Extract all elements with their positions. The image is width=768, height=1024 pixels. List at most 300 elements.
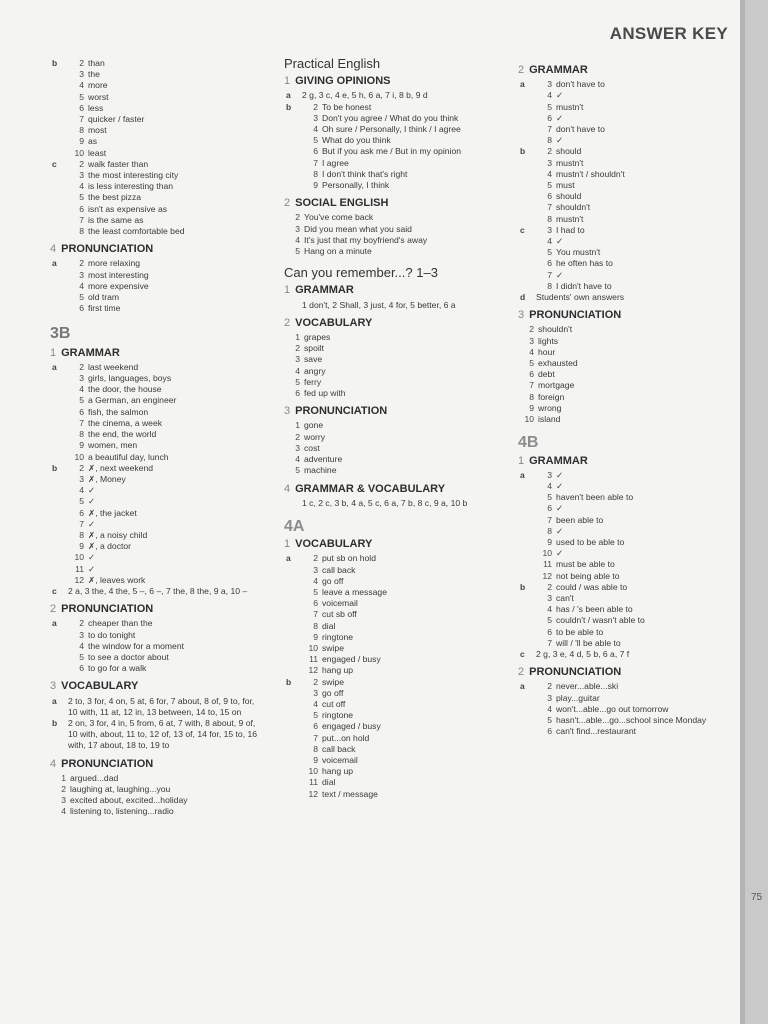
answer-number: 7	[547, 124, 552, 135]
answer-text: never...able...ski	[556, 681, 619, 692]
answer-row	[68, 395, 262, 406]
answer-number: 2	[79, 258, 84, 269]
answer-text: foreign	[538, 391, 565, 402]
group-body	[68, 58, 262, 159]
group-body	[536, 582, 728, 649]
answer-row	[536, 571, 728, 582]
group-letter: b	[286, 676, 292, 687]
answer-number: 8	[529, 391, 534, 402]
answer-number: 6	[79, 406, 84, 417]
answer-number: 4	[547, 90, 552, 101]
answer-row	[536, 202, 728, 213]
answer-number: 2	[547, 581, 552, 592]
answer-text: to see a doctor about	[88, 651, 169, 662]
answer-number: 11	[543, 559, 552, 570]
answer-text: I had to	[556, 224, 585, 235]
answer-text: cheaper than the	[88, 618, 153, 629]
group-body	[536, 649, 728, 660]
answer-text: grapes	[304, 332, 331, 343]
answer-row	[302, 677, 504, 688]
answer-text: ✗, a doctor	[88, 541, 132, 552]
answer-row	[536, 270, 728, 281]
answer-text: the end, the world	[88, 429, 157, 440]
answer-text: I didn't have to	[556, 280, 612, 291]
answer-text: won't...able...go out tomorrow	[556, 703, 669, 714]
answer-row	[68, 215, 262, 226]
answer-row	[68, 440, 262, 451]
exercise-title: GRAMMAR	[61, 346, 120, 359]
answer-row	[302, 609, 504, 620]
answer-text: most interesting	[88, 269, 149, 280]
exercise-number: 2	[50, 603, 57, 616]
exercise-number: 2	[518, 64, 525, 76]
answer-number: 6	[79, 102, 84, 113]
answer-group	[284, 677, 504, 800]
answer-row	[536, 102, 728, 113]
answer-row	[302, 744, 504, 755]
group-letter: a	[52, 695, 57, 706]
answer-row	[536, 537, 728, 548]
answer-number: 5	[313, 135, 318, 146]
answer-row	[68, 452, 262, 463]
answer-number: 7	[313, 732, 318, 743]
exercise-number: 4	[50, 757, 57, 770]
answer-number: 3	[79, 373, 84, 384]
answer-number: 3	[547, 157, 552, 168]
answer-number: 5	[547, 101, 552, 112]
answer-text: ✓	[88, 563, 96, 574]
answer-text: most	[88, 125, 107, 136]
answer-row	[302, 124, 504, 135]
answer-row	[50, 773, 262, 784]
answer-number: 3	[79, 269, 84, 280]
answer-text: will / 'll be able to	[556, 637, 621, 648]
answer-row	[302, 755, 504, 766]
answer-number: 10	[74, 147, 84, 158]
answer-number: 9	[79, 440, 84, 451]
group-letter: a	[286, 90, 291, 101]
page-header: ANSWER KEY	[609, 24, 728, 43]
answer-group	[518, 292, 728, 303]
answer-column-2	[284, 58, 504, 800]
exercise-heading	[50, 244, 262, 255]
answer-number: 12	[308, 665, 318, 676]
answer-number: 9	[313, 631, 318, 642]
answer-text: shouldn't	[538, 324, 573, 335]
answer-number: 5	[295, 376, 300, 387]
group-letter: c	[520, 224, 525, 235]
answer-text: ✓	[556, 236, 564, 247]
answer-column-1	[50, 58, 262, 818]
answer-group	[284, 102, 504, 192]
answer-text: ✓	[556, 503, 564, 514]
answer-row	[302, 553, 504, 564]
answer-row	[284, 377, 504, 388]
answer-row	[68, 69, 262, 80]
answer-number: 12	[308, 788, 318, 799]
answer-number: 2	[529, 324, 534, 335]
answer-text: last weekend	[88, 361, 139, 372]
answer-text: text / message	[322, 788, 378, 799]
answer-text: mustn't	[556, 101, 584, 112]
answer-number: 12	[74, 574, 84, 585]
answer-number: 6	[547, 626, 552, 637]
answer-number: 1	[295, 332, 300, 343]
answer-text: can't find...restaurant	[556, 726, 636, 737]
answer-row	[284, 212, 504, 223]
answer-row	[302, 135, 504, 146]
answer-number: 5	[547, 615, 552, 626]
answer-text: island	[538, 414, 561, 425]
answer-number: 2	[547, 681, 552, 692]
answer-number: 6	[547, 503, 552, 514]
answer-text: engaged / busy	[322, 654, 381, 665]
answer-number: 9	[313, 754, 318, 765]
exercise-heading	[284, 406, 504, 417]
answer-row	[302, 102, 504, 113]
answer-number: 2	[295, 431, 300, 442]
answer-row	[284, 332, 504, 343]
answer-row	[284, 366, 504, 377]
answer-row	[50, 795, 262, 806]
answer-row	[68, 270, 262, 281]
answer-row	[536, 258, 728, 269]
answer-row	[68, 362, 262, 373]
answer-row	[284, 235, 504, 246]
answer-row	[518, 347, 728, 358]
answer-number: 2	[79, 462, 84, 473]
group-letter: c	[52, 585, 57, 596]
answer-row	[68, 641, 262, 652]
answer-row	[68, 92, 262, 103]
answer-row	[68, 630, 262, 641]
answer-row	[536, 79, 728, 90]
answer-paragraph: 2 g, 3 e, 4 d, 5 b, 6 a, 7 f	[536, 648, 630, 659]
answer-text: ✓	[556, 269, 564, 280]
answer-text: put...on hold	[322, 732, 370, 743]
answer-row	[518, 414, 728, 425]
answer-text: gone	[304, 420, 324, 431]
answer-number: 7	[79, 518, 84, 529]
answer-row	[302, 789, 504, 800]
answer-row	[68, 303, 262, 314]
answer-column-3	[518, 58, 728, 737]
answer-text: adventure	[304, 454, 343, 465]
answer-group	[518, 146, 728, 224]
answer-text: fed up with	[304, 388, 346, 399]
answer-text: least	[88, 147, 107, 158]
answer-row	[536, 158, 728, 169]
exercise-title: PRONUNCIATION	[61, 243, 154, 256]
answer-text: ✓	[88, 552, 96, 563]
answer-row	[68, 384, 262, 395]
answer-text: cut off	[322, 698, 346, 709]
answer-number: 6	[313, 721, 318, 732]
exercise-number: 3	[50, 680, 57, 693]
answer-row	[536, 715, 728, 726]
answer-row	[68, 552, 262, 563]
exercise-title: GRAMMAR	[295, 284, 354, 297]
answer-row	[536, 681, 728, 692]
answer-text: ✗, the jacket	[88, 507, 137, 518]
answer-number: 4	[79, 640, 84, 651]
answer-text: leave a message	[322, 586, 387, 597]
answer-number: 7	[547, 269, 552, 280]
answer-row	[536, 515, 728, 526]
answer-row	[68, 125, 262, 136]
answer-number: 4	[529, 346, 534, 357]
answer-number: 5	[313, 710, 318, 721]
answer-text: angry	[304, 365, 326, 376]
group-letter: a	[520, 79, 525, 90]
answer-number: 8	[547, 135, 552, 146]
answer-group	[50, 696, 262, 718]
answer-text: been able to	[556, 514, 604, 525]
answer-text: as	[88, 136, 98, 147]
answer-row	[68, 204, 262, 215]
answer-text: mortgage	[538, 380, 575, 391]
answer-number: 7	[79, 214, 84, 225]
group-body	[536, 681, 728, 737]
group-letter: b	[52, 717, 58, 728]
answer-text: save	[304, 354, 323, 365]
answer-group	[518, 225, 728, 292]
answer-text: the most interesting city	[88, 170, 179, 181]
answer-text: But if you ask me / But in my opinion	[322, 146, 461, 157]
answer-group	[284, 90, 504, 101]
answer-text: I don't think that's right	[322, 168, 408, 179]
exercise-number: 4	[50, 243, 57, 256]
exercise-heading	[284, 76, 504, 87]
answer-number: 8	[79, 226, 84, 237]
exercise-number: 1	[284, 538, 291, 551]
answer-text: more relaxing	[88, 258, 141, 269]
answer-group	[518, 79, 728, 146]
answer-row	[536, 627, 728, 638]
answer-row	[302, 576, 504, 587]
group-body	[536, 292, 728, 303]
exercise-heading	[284, 318, 504, 329]
answer-group	[50, 718, 262, 752]
answer-paragraph: 2 on, 3 for, 4 in, 5 from, 6 at, 7 with, 8 about, 9 of, 10 with, about, 11 to, 12 of, 13 of, 14 for, 15 to, 16 with, 17 about, 18 to, 19 to	[68, 717, 258, 751]
section-title: Can you remember...? 1–3	[284, 265, 438, 281]
answer-text: It's just that my boyfriend's away	[304, 234, 428, 245]
answer-row	[518, 369, 728, 380]
answer-number: 10	[74, 451, 84, 462]
answer-paragraph: 2 to, 3 for, 4 on, 5 at, 6 for, 7 about, 8 of, 9 to, for, 10 with, 11 at, 12 in, 13 between, 14 to, 15 on	[68, 695, 255, 717]
exercise-heading	[50, 759, 262, 770]
answer-text: laughing at, laughing...you	[70, 783, 171, 794]
answer-number: 10	[74, 552, 84, 563]
answer-number: 11	[309, 777, 318, 788]
answer-number: 4	[295, 234, 300, 245]
answer-text: ✓	[88, 518, 96, 529]
answer-row	[536, 615, 728, 626]
answer-row	[302, 766, 504, 777]
answer-number: 2	[295, 343, 300, 354]
exercise-title: PRONUNCIATION	[529, 309, 622, 322]
answer-number: 3	[529, 335, 534, 346]
answer-number: 4	[547, 480, 552, 491]
answer-text: a beautiful day, lunch	[88, 451, 169, 462]
answer-text: than	[88, 58, 105, 68]
answer-number: 2	[79, 361, 84, 372]
answer-text: ✓	[556, 90, 564, 101]
answer-text: go off	[322, 575, 344, 586]
answer-row	[536, 191, 728, 202]
answer-row	[68, 80, 262, 91]
answer-text: ✓	[88, 485, 96, 496]
answer-text: to do tonight	[88, 629, 136, 640]
answer-number: 7	[547, 514, 552, 525]
answer-number: 6	[313, 146, 318, 157]
answer-text: not being able to	[556, 570, 620, 581]
answer-number: 5	[79, 496, 84, 507]
group-body	[68, 159, 262, 237]
answer-number: 2	[547, 146, 552, 157]
answer-text: Did you mean what you said	[304, 223, 412, 234]
answer-paragraph: 1 c, 2 c, 3 b, 4 a, 5 c, 6 a, 7 b, 8 c, 9 a, 10 b	[302, 497, 468, 508]
group-body	[68, 718, 262, 752]
answer-text: cost	[304, 442, 320, 453]
answer-row	[302, 146, 504, 157]
answer-number: 3	[313, 687, 318, 698]
answer-number: 6	[79, 203, 84, 214]
answer-row	[284, 354, 504, 365]
exercise-title: PRONUNCIATION	[61, 603, 154, 616]
answer-row	[536, 492, 728, 503]
answer-number: 6	[547, 726, 552, 737]
group-body	[536, 225, 728, 292]
answer-row	[536, 90, 728, 101]
answer-number: 7	[547, 637, 552, 648]
answer-number: 5	[547, 247, 552, 258]
answer-number: 5	[79, 395, 84, 406]
exercise-number: 2	[284, 197, 291, 210]
answer-number: 5	[79, 651, 84, 662]
answer-number: 3	[547, 592, 552, 603]
group-letter: a	[286, 553, 291, 564]
answer-number: 5	[313, 586, 318, 597]
answer-number: 1	[295, 420, 300, 431]
answer-number: 4	[79, 181, 84, 192]
answer-text: don't have to	[556, 124, 605, 135]
answer-text: old tram	[88, 292, 120, 303]
answer-text: could / was able to	[556, 581, 628, 592]
answer-number: 3	[313, 112, 318, 123]
group-letter: a	[520, 469, 525, 480]
answer-number: 5	[79, 292, 84, 303]
answer-row	[284, 224, 504, 235]
exercise-heading	[50, 348, 262, 359]
answer-text: first time	[88, 303, 121, 314]
answer-number: 5	[547, 714, 552, 725]
answer-text: less	[88, 102, 104, 113]
answer-text: used to be able to	[556, 536, 625, 547]
answer-number: 4	[79, 384, 84, 395]
answer-number: 6	[313, 598, 318, 609]
answer-number: 7	[529, 380, 534, 391]
answer-text: mustn't	[556, 157, 584, 168]
exercise-heading	[284, 198, 504, 209]
answer-text: shouldn't	[556, 202, 591, 213]
exercise-heading	[284, 539, 504, 550]
answer-row	[518, 336, 728, 347]
answer-number: 8	[547, 280, 552, 291]
answer-number: 1	[61, 772, 66, 783]
answer-text: You've come back	[304, 212, 374, 223]
answer-row	[536, 604, 728, 615]
answer-number: 2	[79, 58, 84, 68]
answer-number: 6	[295, 388, 300, 399]
answer-number: 4	[79, 80, 84, 91]
answer-row	[536, 236, 728, 247]
group-letter: c	[520, 648, 525, 659]
answer-row	[302, 733, 504, 744]
answer-text: ✓	[556, 480, 564, 491]
answer-text: has / 's been able to	[556, 604, 633, 615]
answer-text: ✗, leaves work	[88, 574, 146, 585]
answer-number: 6	[79, 303, 84, 314]
exercise-title: VOCABULARY	[295, 538, 373, 551]
page-number: 75	[751, 892, 763, 903]
answer-row	[284, 432, 504, 443]
exercise-title: GRAMMAR & VOCABULARY	[295, 482, 446, 495]
answer-row	[68, 575, 262, 586]
answer-text: debt	[538, 369, 555, 380]
group-letter: a	[52, 618, 57, 629]
answer-row	[536, 113, 728, 124]
answer-text: mustn't	[556, 213, 584, 224]
answer-text: a German, an engineer	[88, 395, 177, 406]
exercise-title: PRONUNCIATION	[61, 757, 154, 770]
answer-row	[284, 465, 504, 476]
answer-text: ✓	[556, 469, 564, 480]
answer-text: is the same as	[88, 214, 144, 225]
answer-text: You mustn't	[556, 247, 601, 258]
answer-row	[536, 582, 728, 593]
answer-text: ✗, a noisy child	[88, 529, 148, 540]
exercise-number: 1	[284, 75, 291, 88]
answer-text: ✓	[556, 135, 564, 146]
answer-row	[302, 565, 504, 576]
answer-text: he often has to	[556, 258, 613, 269]
answer-text: cut sb off	[322, 609, 357, 620]
answer-text: argued...dad	[70, 772, 119, 783]
exercise-heading	[518, 310, 728, 321]
answer-row	[50, 784, 262, 795]
answer-number: 5	[547, 492, 552, 503]
exercise-title: GRAMMAR	[529, 64, 588, 76]
answer-number: 8	[547, 213, 552, 224]
answer-number: 3	[79, 629, 84, 640]
answer-row	[68, 103, 262, 114]
answer-row	[302, 721, 504, 732]
answer-number: 5	[529, 358, 534, 369]
answer-row	[68, 373, 262, 384]
answer-text: What do you think	[322, 135, 391, 146]
answer-row	[68, 496, 262, 507]
unit-title: 4A	[284, 517, 305, 535]
answer-row	[536, 481, 728, 492]
answer-text: lights	[538, 335, 559, 346]
answer-number: 5	[295, 465, 300, 476]
answer-row	[536, 503, 728, 514]
exercise-title: PRONUNCIATION	[529, 666, 622, 679]
answer-row	[68, 258, 262, 269]
answer-row	[536, 247, 728, 258]
answer-text: the window for a moment	[88, 640, 185, 651]
